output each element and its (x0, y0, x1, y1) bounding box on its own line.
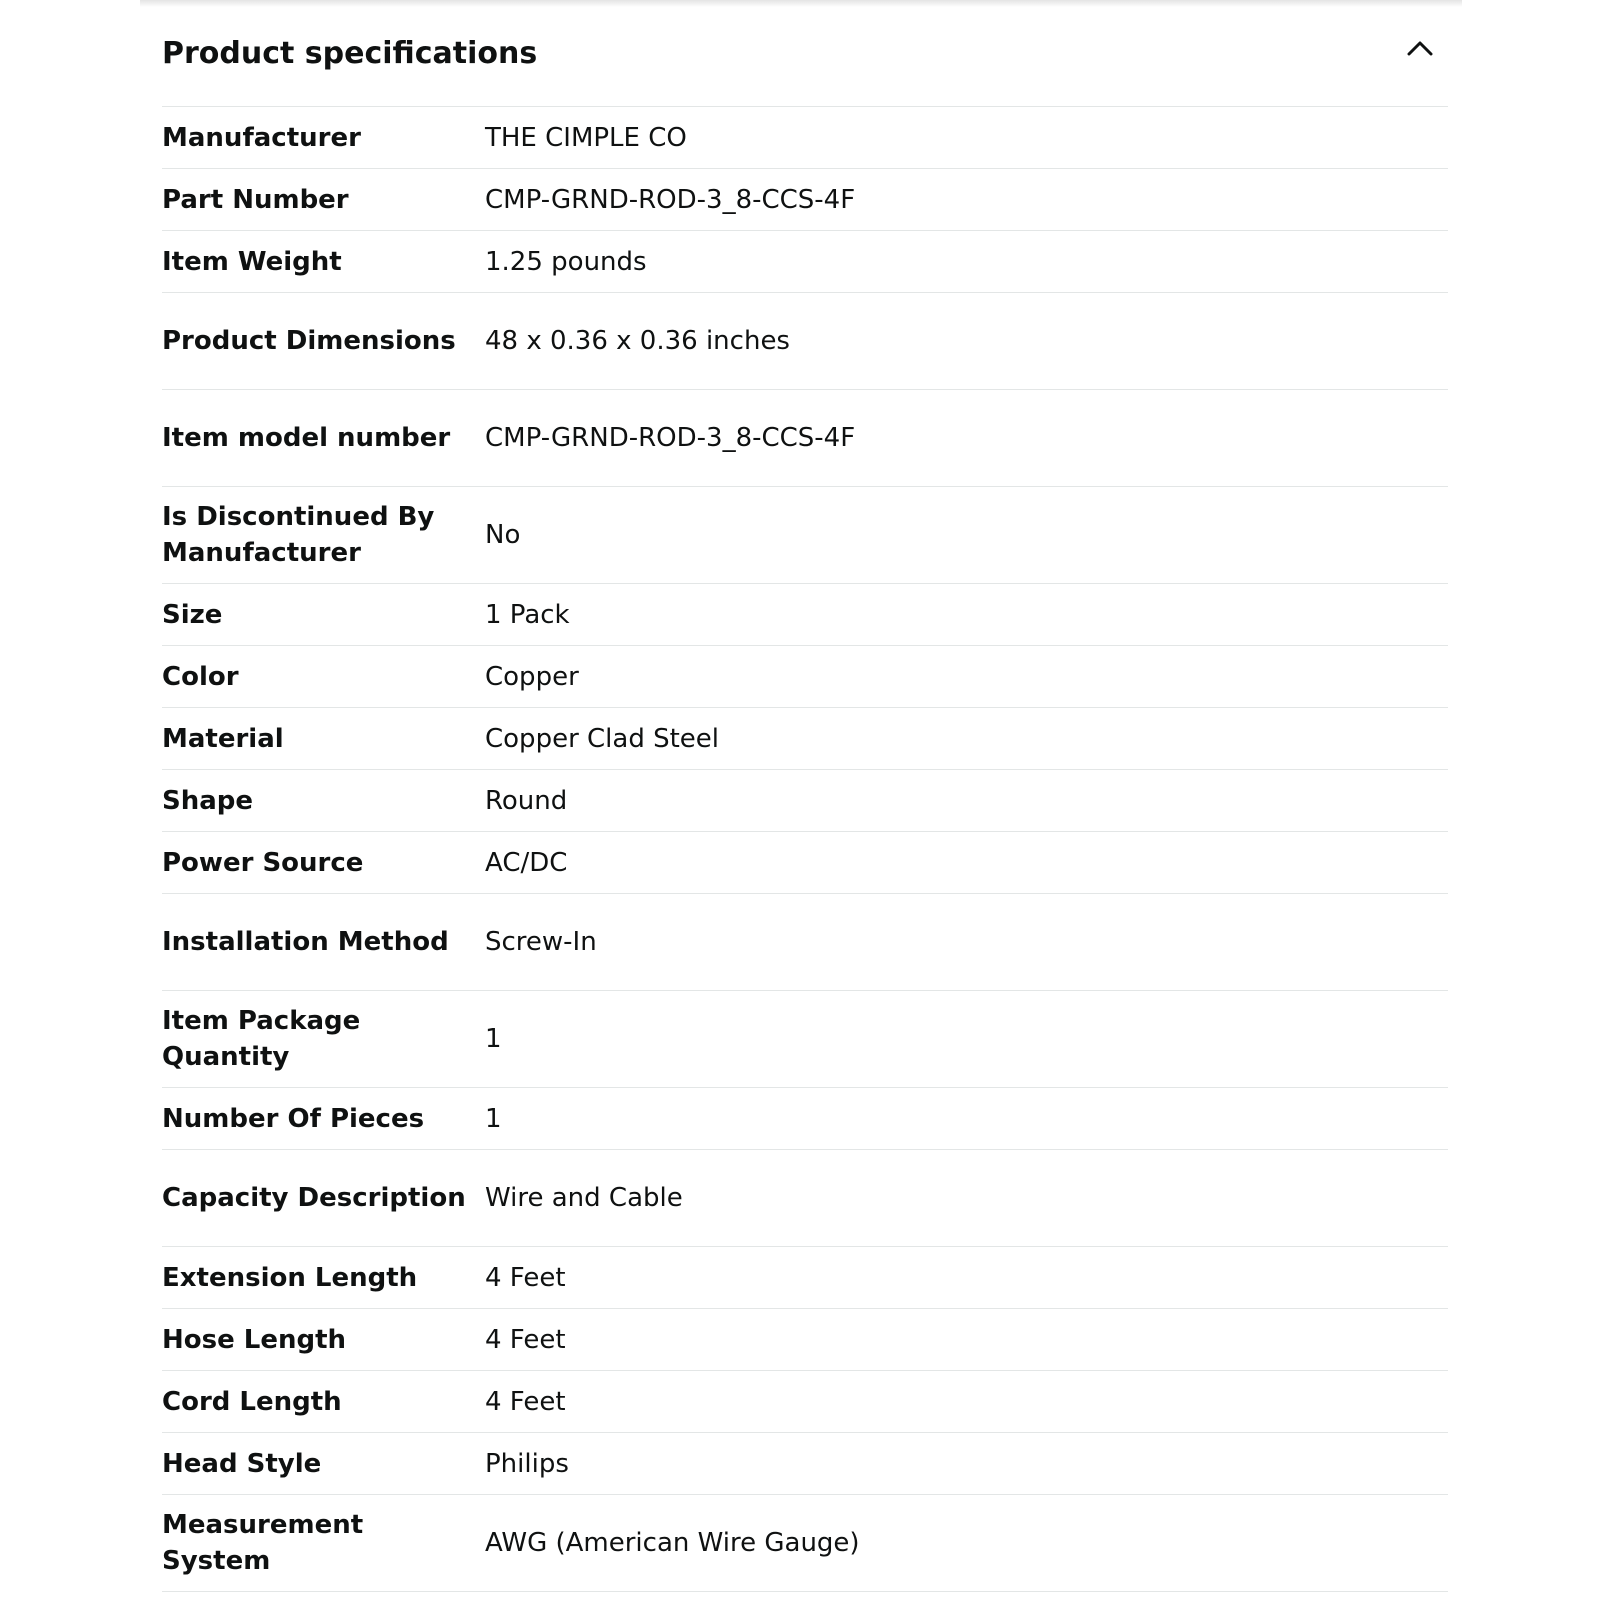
spec-row-material (162, 708, 1448, 770)
spec-label: Extension Length (162, 1247, 485, 1309)
section-title: Product specifications (162, 36, 538, 71)
spec-label: Item model number (162, 390, 485, 487)
spec-label: Measurement System (162, 1495, 485, 1592)
spec-label: Product Dimensions (162, 293, 485, 390)
spec-label: Color (162, 646, 485, 708)
spec-label: Hose Length (162, 1309, 485, 1371)
spec-row-item-weight (162, 231, 1448, 293)
spec-value: CMP-GRND-ROD-3_8-CCS-4F (485, 390, 1448, 487)
spec-label: Head Style (162, 1433, 485, 1495)
spec-value: 1 (485, 991, 1448, 1088)
spec-row-product-dimensions (162, 293, 1448, 390)
spec-row-power-source (162, 832, 1448, 894)
spec-label: Manufacturer (162, 107, 485, 169)
spec-value: Philips (485, 1433, 1448, 1495)
spec-row-capacity-description (162, 1150, 1448, 1247)
spec-label: Power Source (162, 832, 485, 894)
spec-label: Item Package Quantity (162, 991, 485, 1088)
spec-label: Material (162, 708, 485, 770)
spec-value: Copper Clad Steel (485, 708, 1448, 770)
spec-value: 4 Feet (485, 1247, 1448, 1309)
spec-value: Copper (485, 646, 1448, 708)
spec-row-size (162, 584, 1448, 646)
product-specifications-panel (162, 0, 1448, 1592)
spec-row-cord-length (162, 1371, 1448, 1433)
spec-row-item-model-number (162, 390, 1448, 487)
spec-label: Number Of Pieces (162, 1088, 485, 1150)
spec-value: 1.25 pounds (485, 231, 1448, 293)
spec-value: THE CIMPLE CO (485, 107, 1448, 169)
spec-label: Part Number (162, 169, 485, 231)
collapse-button[interactable] (1402, 30, 1438, 66)
spec-value: AWG (American Wire Gauge) (485, 1495, 1448, 1592)
chevron-up-icon (1407, 39, 1433, 57)
spec-row-is-discontinued (162, 487, 1448, 584)
spec-label: Capacity Description (162, 1150, 485, 1247)
spec-label: Size (162, 584, 485, 646)
spec-value: 1 (485, 1088, 1448, 1150)
spec-row-installation-method (162, 894, 1448, 991)
spec-value: CMP-GRND-ROD-3_8-CCS-4F (485, 169, 1448, 231)
spec-row-hose-length (162, 1309, 1448, 1371)
spec-row-measurement-system (162, 1495, 1448, 1592)
spec-label: Item Weight (162, 231, 485, 293)
spec-row-head-style (162, 1433, 1448, 1495)
spec-value: Wire and Cable (485, 1150, 1448, 1247)
spec-value: Screw-In (485, 894, 1448, 991)
spec-row-shape (162, 770, 1448, 832)
spec-value: 4 Feet (485, 1309, 1448, 1371)
section-header[interactable] (162, 0, 1448, 107)
spec-value: 1 Pack (485, 584, 1448, 646)
spec-row-extension-length (162, 1247, 1448, 1309)
spec-row-color (162, 646, 1448, 708)
spec-row-part-number (162, 169, 1448, 231)
spec-row-manufacturer (162, 107, 1448, 169)
spec-label: Cord Length (162, 1371, 485, 1433)
spec-value: Round (485, 770, 1448, 832)
spec-value: 48 x 0.36 x 0.36 inches (485, 293, 1448, 390)
spec-row-number-of-pieces (162, 1088, 1448, 1150)
spec-value: 4 Feet (485, 1371, 1448, 1433)
spec-label: Is Discontinued By Manufacturer (162, 487, 485, 584)
spec-label: Installation Method (162, 894, 485, 991)
spec-label: Shape (162, 770, 485, 832)
spec-value: AC/DC (485, 832, 1448, 894)
spec-value: No (485, 487, 1448, 584)
spec-table (162, 107, 1448, 1592)
spec-row-item-package-quantity (162, 991, 1448, 1088)
